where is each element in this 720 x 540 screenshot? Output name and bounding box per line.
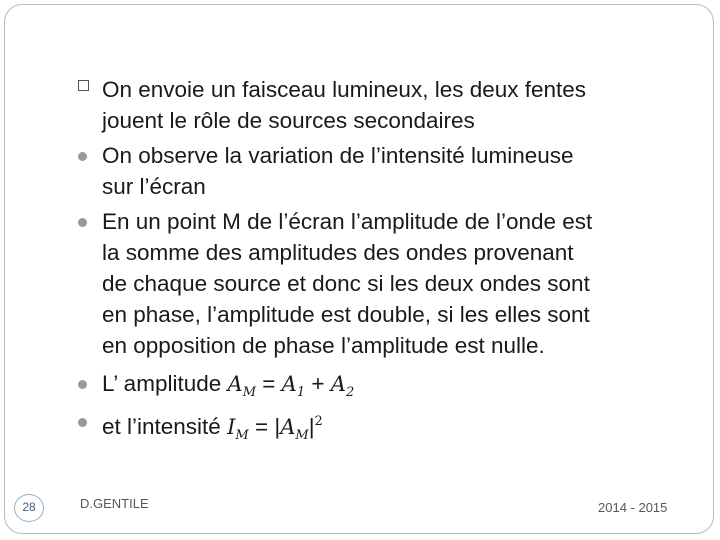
amplitude-label: L’ amplitude xyxy=(102,371,222,396)
bullet-line: sur l’écran xyxy=(102,174,206,199)
bullet-line: en phase, l’amplitude est double, si les elles sont xyxy=(102,302,590,327)
bullet-line: de chaque source et donc si les deux ondes sont xyxy=(102,271,590,296)
bullet-dot-icon xyxy=(78,418,87,427)
bullet-line: En un point M de l’écran l’amplitude de l’onde est xyxy=(102,209,593,234)
bullet-dot-icon xyxy=(78,218,87,227)
bullet-line: et l’intensité $I_M = |A_M|^2$ xyxy=(102,414,323,443)
page-number-badge: 28 xyxy=(14,494,44,522)
bullet-line: On observe la variation de l’intensité lumineuse xyxy=(102,143,574,168)
bullet-dot-icon xyxy=(78,380,87,389)
intensity-label: et l’intensité xyxy=(102,414,221,439)
bullet-line: L’ amplitude $A_M = A_1 + A_2$ xyxy=(102,371,355,400)
bullet-dot-icon xyxy=(78,152,87,161)
intensity-formula: $I_M$ xyxy=(227,415,249,443)
bullet-line: jouent le rôle de sources secondaires xyxy=(102,108,475,133)
checkbox-bullet-icon xyxy=(78,80,89,91)
bullet-line: On envoie un faisceau lumineux, les deux fentes xyxy=(102,77,587,102)
footer-author: D.GENTILE xyxy=(80,496,149,511)
amplitude-formula: $A_M$ xyxy=(227,372,256,400)
bullet-line: en opposition de phase l’amplitude est nulle. xyxy=(102,333,545,358)
bullet-line: la somme des amplitudes des ondes provenant xyxy=(102,240,574,265)
footer-year: 2014 - 2015 xyxy=(598,500,668,515)
